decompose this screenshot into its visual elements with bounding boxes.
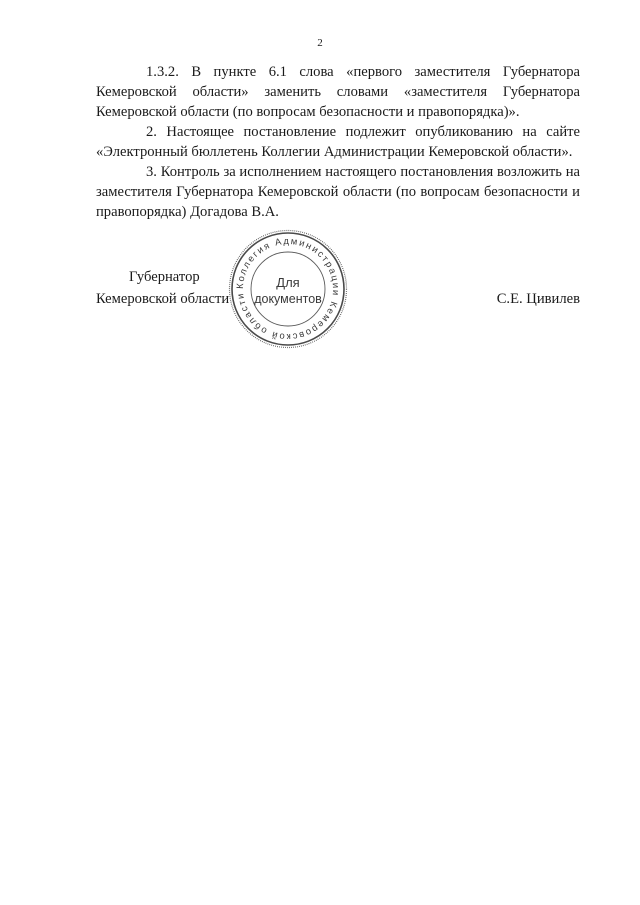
stamp-center-line2: документов: [254, 292, 322, 306]
signatory-title-line2: Кемеровской области: [96, 291, 230, 307]
official-stamp: [227, 228, 349, 350]
paragraph-1-3-2: 1.3.2. В пункте 6.1 слова «первого заместителя Губернатора Кемеровской области» заменить словами «заместителя Губернатора Кемеровской области (по вопросам безопасности и правопорядка)».: [96, 64, 580, 120]
paragraph-2: 2. Настоящее постановление подлежит опубликованию на сайте «Электронный бюллетень Коллегии Администрации Кемеровской области».: [96, 124, 580, 160]
stamp-center-line1: Для: [276, 275, 300, 290]
signatory-title-line1: Губернатор: [129, 269, 200, 285]
stamp-ring-textpath: Коллегия Администрации Кемеровской области: [233, 234, 343, 344]
signatory-name: С.Е. Цивилев: [496, 291, 580, 307]
document-body: [96, 62, 580, 222]
page-number: 2: [317, 37, 323, 49]
paragraph-3: 3. Контроль за исполнением настоящего постановления возложить на заместителя Губернатора Кемеровской области (по вопросам безопасности и правопорядка) Догадова В.А.: [96, 164, 580, 220]
